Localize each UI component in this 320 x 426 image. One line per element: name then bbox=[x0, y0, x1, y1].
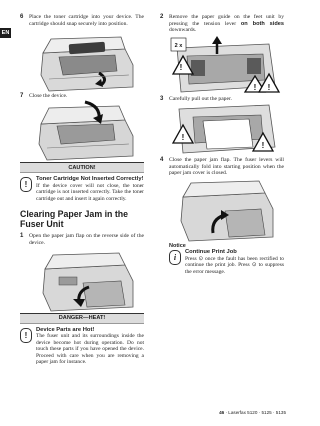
danger-title: Device Parts are Hot! bbox=[36, 326, 95, 333]
step-number: 6 bbox=[20, 14, 24, 20]
notice-title: Continue Print Job bbox=[185, 248, 237, 255]
notice-box bbox=[169, 249, 284, 275]
danger-header: DANGER—HEAT! bbox=[20, 314, 144, 324]
printer-illustration-jam-flap bbox=[29, 247, 141, 313]
notice-text: Press ⊙ once the fault has been rectified to continue the print job. Press ⊙ to suppress the error message. bbox=[185, 255, 284, 275]
step-text: Close the paper jam flap. The fuser levers will automatically fold into starting position when the paper jam cover is closed. bbox=[169, 156, 284, 177]
exclamation-icon: ! bbox=[20, 177, 32, 192]
caution-box bbox=[20, 162, 144, 204]
danger-box bbox=[20, 313, 144, 368]
page-footer: 46 · Laserfax 5120 · 5125 · 5135 bbox=[219, 410, 286, 415]
step-text-bold: on both sides bbox=[240, 20, 284, 27]
step-number: 2 bbox=[160, 14, 164, 20]
step-text: downwards. bbox=[169, 27, 197, 34]
caution-header: CAUTION! bbox=[20, 163, 144, 173]
right-column bbox=[160, 14, 284, 275]
info-icon: i bbox=[169, 250, 181, 265]
step-6 bbox=[20, 14, 144, 27]
danger-text: The fuser unit and its surroundings inside the device become hot during operation. Do not touch these parts if you have opened the device. Proceed with care when you are removing a paper jam for instance. bbox=[36, 333, 144, 366]
step-2 bbox=[160, 14, 284, 34]
step-text: Open the paper jam flap on the reverse side of the device. bbox=[29, 233, 144, 246]
step-3 bbox=[160, 96, 284, 103]
times-label: 2 x bbox=[174, 43, 183, 50]
svg-text:!: ! bbox=[267, 83, 271, 93]
page-number: 46 bbox=[219, 410, 225, 415]
left-column bbox=[20, 14, 144, 368]
printer-illustration-close-flap bbox=[169, 177, 281, 243]
svg-text:!: ! bbox=[179, 63, 183, 73]
step-4 bbox=[160, 157, 284, 177]
step-text: Place the toner cartridge into your device. The cartridge should snap securely into position. bbox=[29, 14, 144, 27]
step-text: Remove the paper guide on the feet unit by pressing the tension lever bbox=[169, 14, 284, 27]
notice-label: Notice bbox=[169, 242, 186, 249]
product-name: Laserfax 5120 · 5125 · 5135 bbox=[228, 410, 286, 415]
exclamation-icon: ! bbox=[20, 328, 32, 343]
step-text: Carefully pull out the paper. bbox=[169, 96, 232, 103]
section-title: Clearing Paper Jam in the Fuser Unit bbox=[20, 209, 129, 230]
arrow-icon bbox=[212, 36, 222, 44]
step-number: 3 bbox=[160, 96, 164, 103]
caution-title: Toner Cartridge Not Inserted Correctly! bbox=[36, 176, 144, 183]
svg-text:!: ! bbox=[181, 132, 185, 142]
svg-text:!: ! bbox=[261, 140, 265, 150]
caution-text: If the device cover will not close, the toner cartridge is not inserted correctly. Take the toner cartridge out and insert it again correctly. bbox=[36, 182, 144, 202]
step-number: 1 bbox=[20, 233, 24, 240]
step-number: 4 bbox=[160, 156, 164, 163]
svg-text:!: ! bbox=[253, 83, 257, 93]
step-text: Close the device. bbox=[29, 93, 68, 100]
step-1 bbox=[20, 233, 144, 246]
printer-illustration-toner-insert bbox=[29, 27, 141, 93]
fuser-unit-illustration-levers bbox=[169, 34, 281, 96]
fuser-unit-illustration-pull-paper bbox=[169, 103, 281, 157]
printer-illustration-close-cover bbox=[29, 100, 141, 162]
step-number: 7 bbox=[20, 93, 24, 100]
language-tab: EN bbox=[1, 30, 10, 36]
step-7 bbox=[20, 93, 144, 100]
